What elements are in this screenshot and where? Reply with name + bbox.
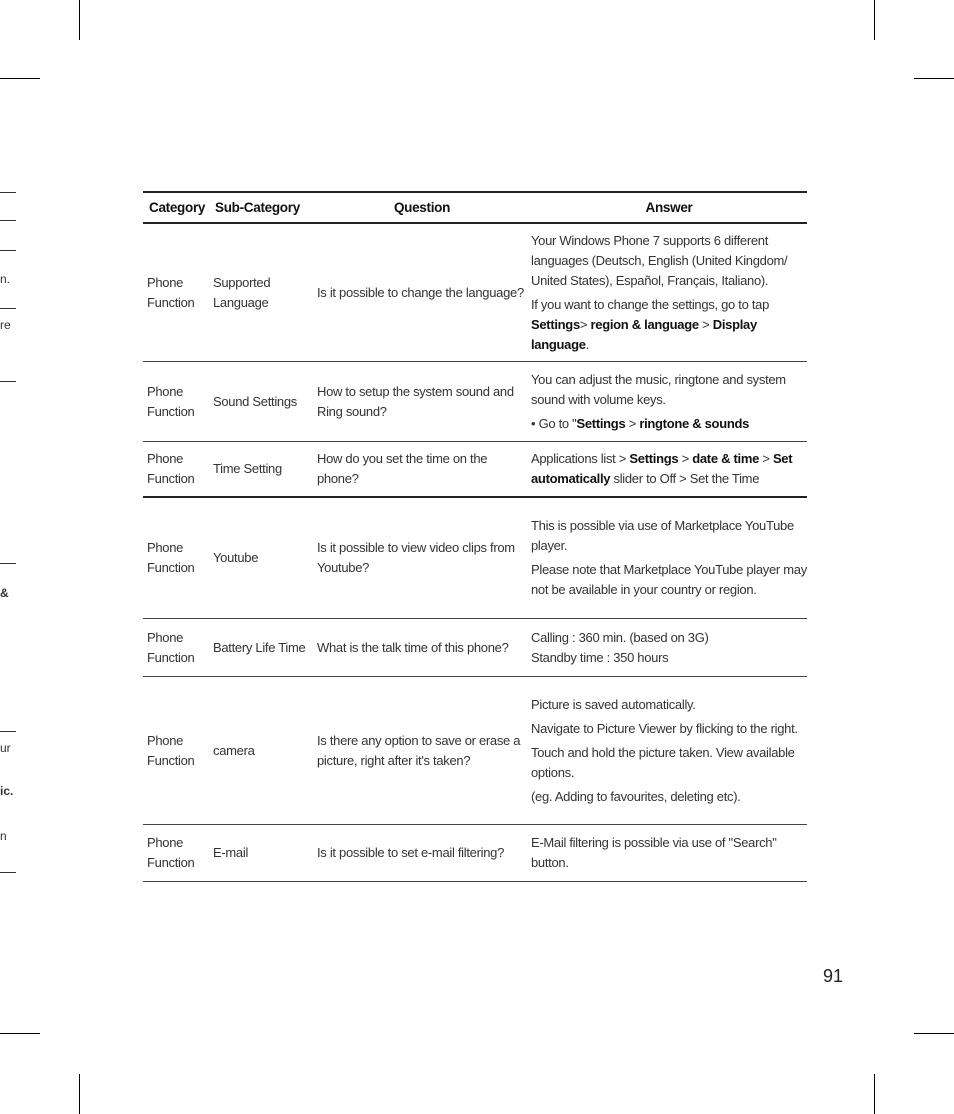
answer-bold: Settings [629, 451, 679, 466]
facing-page-rule [0, 250, 16, 251]
page-number: 91 [823, 966, 844, 986]
header-sub-category: Sub-Category [215, 199, 300, 215]
answer-bold: region & language [590, 316, 699, 332]
cell-answer [527, 516, 807, 600]
header-answer: Answer [645, 199, 693, 215]
answer-bold: ringtone & sounds [639, 415, 750, 431]
answer-text: > [678, 451, 693, 466]
table-row [143, 442, 807, 498]
answer-bold: date & time [692, 451, 760, 466]
cell-category: Phone Function [147, 629, 195, 665]
cell-sub-category: Time Setting [213, 461, 282, 476]
cell-category: Phone Function [147, 835, 195, 870]
answer-text [531, 449, 807, 489]
answer-text: This is possible via use of Marketplace YouTube player. [531, 518, 794, 553]
crop-mark [0, 1033, 40, 1034]
cell-answer [527, 695, 807, 807]
table-row [143, 619, 807, 677]
cell-question: Is it possible to view video clips from Youtube? [317, 540, 515, 575]
facing-page-rule [0, 731, 16, 732]
table-header [143, 191, 807, 224]
crop-mark [0, 78, 40, 79]
cell-question: Is it possible to change the language? [317, 284, 524, 300]
facing-page-fragment: n. [0, 272, 11, 286]
facing-page-rule [0, 192, 16, 193]
answer-bold: Settings [576, 415, 626, 431]
crop-mark [79, 1074, 80, 1114]
answer-text: E-Mail filtering is possible via use of "Search" button. [531, 835, 777, 870]
cell-sub-category: Battery Life Time [213, 639, 306, 655]
answer-text: You can adjust the music, ringtone and system sound with volume keys. [531, 371, 786, 407]
cell-sub-category: Sound Settings [213, 393, 297, 409]
cell-category: Phone Function [147, 274, 195, 310]
cell-sub-category: Youtube [213, 550, 259, 565]
facing-page-rule [0, 563, 16, 564]
answer-text: > [698, 316, 713, 332]
cell-category: Phone Function [147, 540, 195, 575]
facing-page-rule [0, 220, 16, 221]
crop-mark [874, 1074, 875, 1114]
answer-text: . [585, 336, 589, 352]
cell-category: Phone Function [147, 451, 195, 486]
facing-page-fragment: & [0, 586, 9, 600]
table-row [143, 825, 807, 882]
cell-answer [527, 449, 807, 489]
answer-text: Touch and hold the picture taken. View available options. [531, 744, 795, 780]
facing-page-fragment: ic. [0, 784, 14, 798]
facing-page-fragment: n [0, 829, 7, 843]
table-row [143, 677, 807, 825]
header-question: Question [393, 199, 451, 215]
answer-text [531, 295, 807, 355]
answer-text: > [759, 451, 773, 466]
cell-answer [527, 628, 807, 668]
cell-question: How to setup the system sound and Ring sound? [317, 383, 514, 419]
facing-page-rule [0, 308, 16, 309]
cell-question: Is it possible to set e-mail filtering? [317, 845, 504, 860]
cell-question: What is the talk time of this phone? [317, 639, 509, 655]
cell-sub-category: Supported Language [213, 274, 271, 310]
cell-question: Is there any option to save or erase a picture, right after it's taken? [317, 732, 521, 768]
header-category: Category [149, 199, 206, 215]
answer-bold: Settings [531, 316, 580, 332]
cell-sub-category: camera [213, 742, 255, 758]
crop-mark [874, 0, 875, 40]
facing-page-fragment: re [0, 318, 11, 332]
cell-answer [527, 833, 807, 873]
facing-page-rule [0, 381, 16, 382]
answer-text: (eg. Adding to favourites, deleting etc). [531, 788, 741, 804]
crop-mark [914, 78, 954, 79]
cell-category: Phone Function [147, 383, 195, 419]
table-row [143, 498, 807, 619]
table-row [143, 362, 807, 442]
answer-text [531, 414, 807, 434]
crop-mark [79, 0, 80, 40]
answer-bold: Set automatically [531, 451, 793, 486]
answer-text: Standby time : 350 hours [531, 649, 669, 665]
answer-text: Please note that Marketplace YouTube player may not be available in your country or region. [531, 562, 807, 597]
answer-text: slider to Off > Set the Time [610, 471, 760, 486]
answer-text: • Go to " [531, 415, 577, 431]
faq-table [143, 191, 807, 882]
answer-text: Your Windows Phone 7 supports 6 different languages (Deutsch, English (United Kingdom/ United States), Español, Français, Italiano). [531, 232, 788, 288]
cell-category: Phone Function [147, 732, 195, 768]
facing-page-fragment: ur [0, 741, 11, 755]
cell-answer [527, 370, 807, 434]
answer-bold: Display language [531, 316, 757, 352]
answer-text: > [579, 316, 591, 332]
facing-page-rule [0, 872, 16, 873]
answer-text: > [625, 415, 640, 431]
answer-text: Applications list > [531, 451, 630, 466]
table-row [143, 224, 807, 362]
cell-sub-category: E-mail [213, 845, 249, 860]
answer-text: Picture is saved automatically. [531, 696, 696, 712]
cell-question: How do you set the time on the phone? [317, 451, 488, 486]
answer-text: Calling : 360 min. (based on 3G) [531, 629, 709, 645]
crop-mark [914, 1033, 954, 1034]
answer-text: Navigate to Picture Viewer by flicking to the right. [531, 720, 798, 736]
cell-answer [527, 231, 807, 355]
answer-text: If you want to change the settings, go to tap [531, 296, 770, 312]
